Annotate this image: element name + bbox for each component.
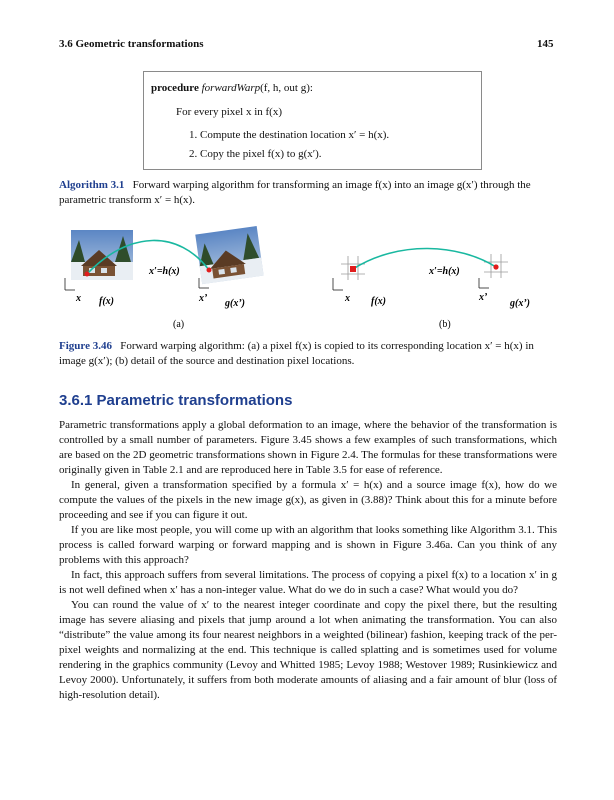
- running-header-section: 3.6 Geometric transformations: [59, 38, 204, 50]
- destination-point-b: [493, 264, 498, 269]
- algorithm-step-1: 1. Compute the destination location x′ = h(x).: [189, 129, 390, 141]
- dest-x-label-b: x’: [479, 292, 488, 303]
- paragraph-1: Parametric transformations apply a global deformation to an image, where the behavior of the transformation is controlled by a small number of parameters. Figure 3.45 shows a few examples of such transformations, which are based on the 2D geometric transformations shown in Figure 2.4. The formulas for these transformations were originally given in Table 2.1 and are reproduced here in Table 3.5 for ease of reference.: [59, 419, 557, 476]
- paragraph-5: You can round the value of x′ to the nearest integer coordinate and copy the pixel there, but the resulting image has severe aliasing and pixels that jump around a lot when animating the transformation. You can also “distribute” the value among its four nearest neighbors in a weighted (bilinear) fashion, keeping track of the per-pixel weights and normalizing at the end. This technique is called splatting and is sometimes used for volume rendering in the graphics community (Levoy and Whitted 1985; Levoy 1988; Westover 1989; Rusinkiewicz and Levoy 2000). Unfortunately, it suffers from both moderate amounts of aliasing and a fair amount of blur (loss of high-resolution detail).: [59, 599, 557, 701]
- figure-caption-line2: image g(x′); (b) detail of the source and destination pixel locations.: [59, 355, 355, 367]
- source-pixel-b: [350, 266, 356, 272]
- source-x-label-a: x: [76, 293, 81, 304]
- source-f-label-a: f(x): [99, 296, 114, 307]
- algorithm-step-2: 2. Copy the pixel f(x) to g(x′).: [189, 148, 322, 160]
- figure-caption-line1: Forward warping algorithm: (a) a pixel f(x) is copied to its corresponding location x′ = h(x) in: [120, 340, 534, 352]
- section-heading: 3.6.1 Parametric transformations: [59, 392, 293, 409]
- dest-g-label-a: g(x’): [225, 298, 245, 309]
- algorithm-caption: [59, 178, 557, 208]
- destination-pixel-a: [207, 268, 212, 273]
- mapping-curve-b: [353, 248, 496, 269]
- procedure-keyword: procedure: [151, 82, 199, 94]
- source-f-label-b: f(x): [371, 296, 386, 307]
- algorithm-caption-label: Algorithm 3.1: [59, 179, 125, 191]
- figure-3-46: [59, 222, 557, 334]
- procedure-line: [151, 82, 313, 94]
- algorithm-caption-line2: parametric transform x′ = h(x).: [59, 194, 195, 206]
- source-image-photo: [71, 230, 133, 280]
- procedure-name: forwardWarp: [201, 82, 261, 94]
- destination-image-photo: [195, 226, 263, 284]
- paragraph-3: If you are like most people, you will come up with an algorithm that looks something like Algorithm 3.1. This process is called forward warping or forward mapping and is shown in Figure 3.46a. Can you think of any problems with this approach?: [59, 524, 557, 566]
- destination-axes-b: [479, 278, 489, 288]
- source-x-label-b: x: [345, 293, 350, 304]
- source-axes-b: [333, 278, 343, 290]
- paragraph-4: In fact, this approach suffers from several limitations. The process of copying a pixel f(x) to a location x′ in g is not well defined when x′ has a non-integer value. What do we do in such a case? What would you do?: [59, 569, 557, 596]
- dest-g-label-b: g(x’): [510, 298, 530, 309]
- paragraph-2: In general, given a transformation specified by a formula x′ = h(x) and a source image f(x), how do we compute the values of the pixels in the new image g(x), as given in (3.88)? Think about this for a minute before proceeding and see if you can figure it out.: [59, 479, 557, 521]
- subfigure-label-a: (a): [173, 319, 185, 330]
- algorithm-caption-line1: Forward warping algorithm for transforming an image f(x) into an image g(x′) through the: [132, 179, 531, 191]
- subfigure-label-b: (b): [439, 319, 451, 330]
- body-text: [59, 418, 557, 703]
- procedure-args: (f, h, out g):: [260, 82, 313, 94]
- dest-x-label-a: x’: [199, 293, 208, 304]
- page-number: 145: [537, 38, 554, 50]
- figure-caption-label: Figure 3.46: [59, 340, 112, 352]
- algorithm-box: [143, 71, 482, 170]
- figure-caption: [59, 339, 557, 369]
- mapping-label-a: x′=h(x): [149, 266, 180, 277]
- algorithm-loop-line: For every pixel x in f(x): [176, 106, 282, 118]
- source-pixel-a: [85, 272, 90, 277]
- mapping-label-b: x′=h(x): [429, 266, 460, 277]
